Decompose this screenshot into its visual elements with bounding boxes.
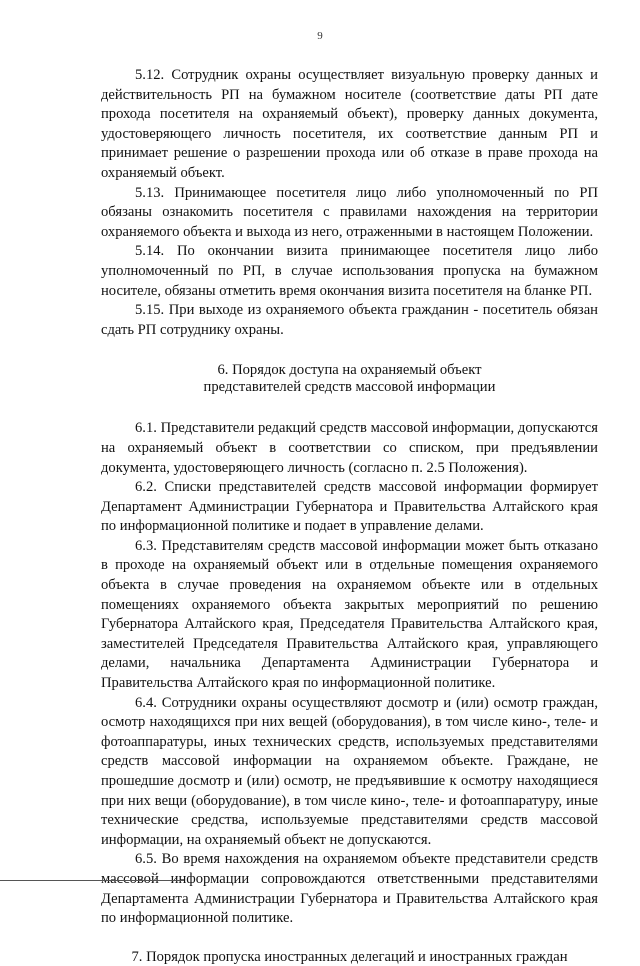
page-body bbox=[101, 66, 598, 966]
paragraph-5-15: 5.15. При выходе из охраняемого объекта гражданин - посетитель обязан сдать РП сотруднику охраны. bbox=[101, 302, 598, 338]
paragraph-6-3: 6.3. Представителям средств массовой информации может быть отказано в проходе на охраняемый объект или в отдельные помещения охраняемого объекта в случае проведения на охраняемом объекте или в отдельных помещениях охраняемого объекта закрытых мероприятий по решению Губернатора Алтайского края, Председателя Правительства Алтайского края, заместителей Председателя Правительства Алтайского края, управляющего делами, начальника Департамента Администрации Губернатора и Правительства Алтайского края по информационной политике. bbox=[101, 537, 598, 692]
paragraph-6-4: 6.4. Сотрудники охраны осуществляют досмотр и (или) осмотр граждан, осмотр находящихся при них вещей (оборудования), в том числе кино-, теле- и фотоаппаратуры, иных технических средств, используемых представителями средств массовой информации на охраняемом объекте. Граждане, не прошедшие досмотр и (или) осмотр, не предъявившие к осмотру находящиеся при них вещи (оборудование), в том числе кино-, теле- и фотоаппаратуру, иные технические средства, используемые представителями средств массовой информации, на охраняемый объект не допускаются. bbox=[101, 694, 598, 848]
footer-rule bbox=[0, 880, 184, 881]
paragraph-5-13: 5.13. Принимающее посетителя лицо либо уполномоченный по РП обязаны ознакомить посетителя с правилами нахождения на территории охраняемого объекта и выхода из него, отраженными в настоящем Положении. bbox=[101, 184, 598, 240]
paragraph-5-12: 5.12. Сотрудник охраны осуществляет визуальную проверку данных и действительность РП на бумажном носителе (соответствие даты РП дате прохода посетителя на охраняемый объект), проверку данных документа, удостоверяющего личность посетителя, их соответствие данным РП и принимает решение о разрешении прохода или об отказе в праве прохода на охраняемый объект. bbox=[101, 67, 598, 181]
section-7-heading: 7. Порядок пропуска иностранных делегаций и иностранных граждан bbox=[131, 948, 568, 965]
section-6-heading-line2: представителей средств массовой информации bbox=[203, 379, 496, 396]
section-6-heading-line1: 6. Порядок доступа на охраняемый объект bbox=[217, 362, 482, 379]
paragraph-6-2: 6.2. Списки представителей средств массовой информации формирует Департамент Администрации Губернатора и Правительства Алтайского края по информационной политике и подает в управление делами. bbox=[101, 479, 598, 535]
page-number: 9 bbox=[317, 30, 323, 42]
paragraph-6-5: 6.5. Во время нахождения на охраняемом объекте представители средств массовой информации сопровождаются ответственными представителями Департамента Администрации Губернатора и Правительства Алтайского края по информационной политике. bbox=[101, 851, 598, 927]
paragraph-5-14: 5.14. По окончании визита принимающее посетителя лицо либо уполномоченный по РП, в случае использования пропуска на бумажном носителе, обязаны отметить время окончания визита посетителя на бланке РП. bbox=[101, 243, 598, 299]
section-6-heading bbox=[101, 362, 598, 396]
paragraph-6-1: 6.1. Представители редакций средств массовой информации, допускаются на охраняемый объект в соответствии со списком, при предъявлении документа, удостоверяющего личность (согласно п. 2.5 Положения). bbox=[101, 420, 598, 476]
